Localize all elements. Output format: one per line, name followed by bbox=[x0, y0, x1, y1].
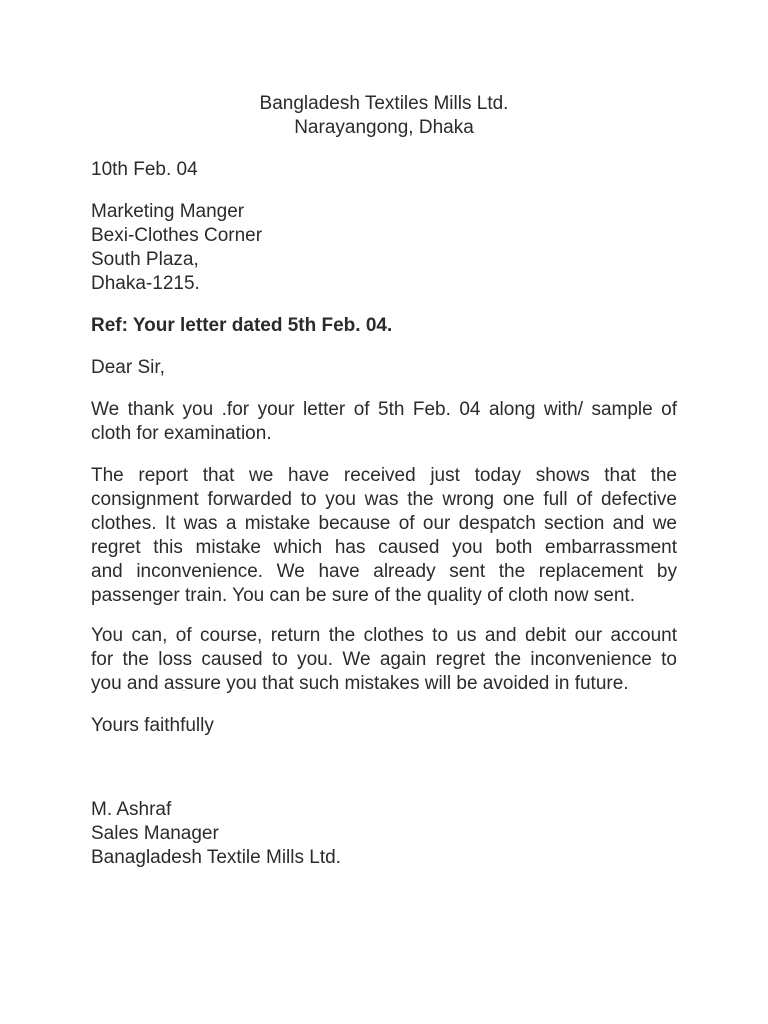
recipient-company: Bexi-Clothes Corner bbox=[91, 225, 263, 246]
signer-company: Banagladesh Textile Mills Ltd. bbox=[91, 847, 341, 868]
recipient-street: South Plaza, bbox=[91, 249, 199, 270]
signer-title: Sales Manager bbox=[91, 823, 219, 844]
paragraph-1 bbox=[91, 398, 677, 446]
paragraph-line: and inconvenience. We have already sent the replacement by bbox=[91, 561, 677, 582]
signer-name: M. Ashraf bbox=[91, 799, 172, 820]
paragraph-line: you and assure you that such mistakes will be avoided in future. bbox=[91, 673, 629, 694]
paragraph-line: The report that we have received just today shows that the bbox=[91, 465, 677, 486]
paragraph-line: cloth for examination. bbox=[91, 423, 272, 444]
signature-block bbox=[91, 798, 677, 870]
paragraph-line: for the loss caused to you. We again regret the inconvenience to bbox=[91, 649, 677, 670]
paragraph-line: You can, of course, return the clothes to us and debit our account bbox=[91, 625, 677, 646]
paragraph-2 bbox=[91, 464, 677, 608]
recipient-address bbox=[91, 200, 677, 296]
paragraph-line: consignment forwarded to you was the wrong one full of defective bbox=[91, 489, 677, 510]
paragraph-line: passenger train. You can be sure of the quality of cloth now sent. bbox=[91, 585, 635, 606]
closing-line: Yours faithfully bbox=[91, 715, 214, 736]
salutation: Dear Sir, bbox=[91, 357, 165, 378]
paragraph-line: clothes. It was a mistake because of our despatch section and we bbox=[91, 513, 677, 534]
recipient-city: Dhaka-1215. bbox=[91, 273, 200, 294]
paragraph-3 bbox=[91, 624, 677, 696]
letterhead bbox=[0, 92, 768, 140]
paragraph-line: regret this mistake which has caused you both embarrassment bbox=[91, 537, 677, 558]
recipient-title: Marketing Manger bbox=[91, 201, 245, 222]
letter-date: 10th Feb. 04 bbox=[91, 159, 198, 180]
company-name: Bangladesh Textiles Mills Ltd. bbox=[259, 93, 509, 114]
reference-line: Ref: Your letter dated 5th Feb. 04. bbox=[91, 315, 393, 336]
company-location: Narayangong, Dhaka bbox=[294, 117, 474, 138]
paragraph-line: We thank you .for your letter of 5th Feb. 04 along with/ sample of bbox=[91, 399, 677, 420]
